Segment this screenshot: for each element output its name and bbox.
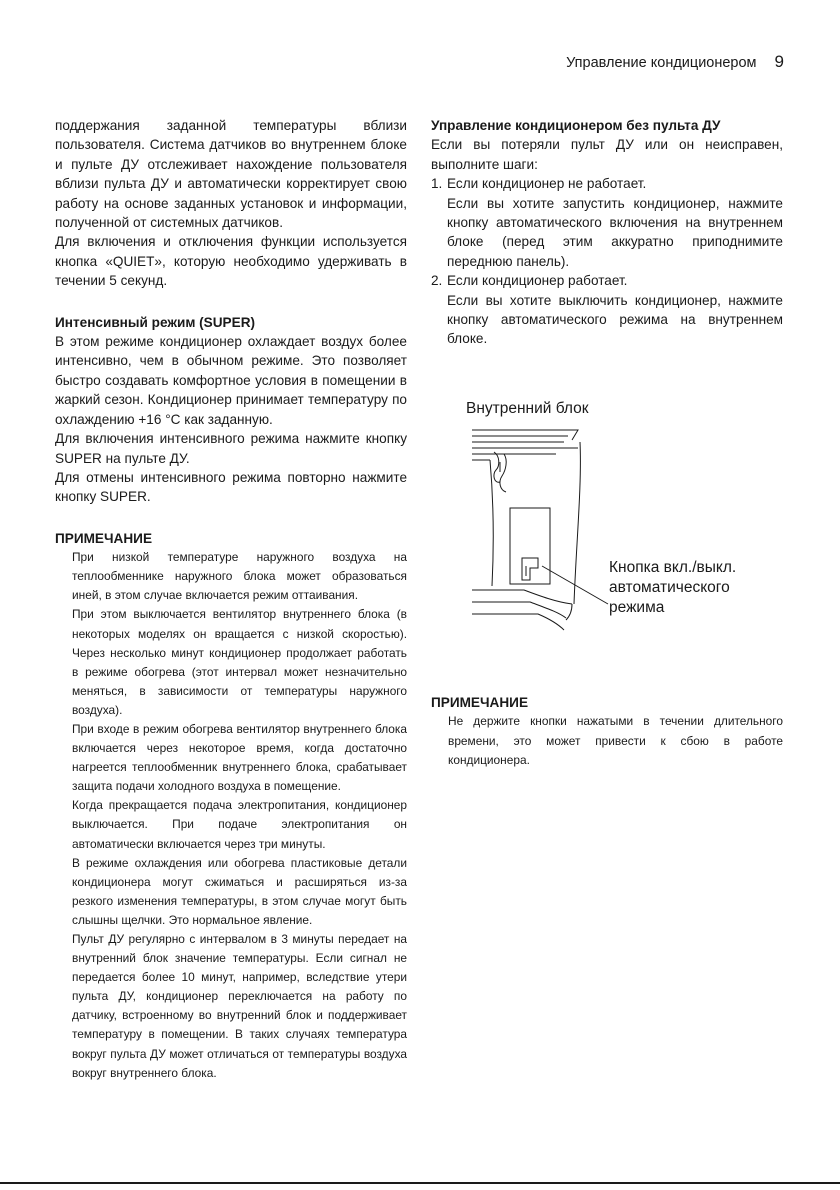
right-note (431, 693, 783, 770)
step-number: 2. (431, 273, 443, 289)
super-heading: Интенсивный режим (SUPER) (55, 314, 256, 330)
step-item (431, 271, 783, 349)
intro-paragraph: поддержания заданной температуры вблизи пользователя. Система датчиков во внутреннем блоке и пульте ДУ отслеживает нахождение пользователя вблизи пульта ДУ и автоматически корректирует свою работу на основе заданных установок и информации, полученной от системных датчиков. (55, 118, 407, 231)
page-header (566, 52, 784, 72)
footer-divider (0, 1182, 840, 1184)
step-title: Если кондиционер не работает. (447, 176, 647, 192)
note-heading: ПРИМЕЧАНИЕ (55, 530, 153, 546)
super-paragraph: В этом режиме кондиционер охлаждает воздух более интенсивно, чем в обычном режиме. Это позволяет быстро создавать комфортное условия в помещении в жаркий сезон. Кондиционер принимает температуру по охлаждению +16 °С как заданную. (55, 334, 407, 427)
indoor-unit-figure (460, 396, 780, 656)
step-item (431, 174, 783, 271)
steps-list (431, 174, 783, 349)
note-body (431, 712, 783, 769)
super-paragraph: Для отмены интенсивного режима повторно нажмите кнопку SUPER. (55, 469, 407, 505)
left-column (55, 116, 407, 1083)
figure-callout (609, 558, 736, 618)
super-paragraph: Для включения интенсивного режима нажмите кнопку SUPER на пульте ДУ. (55, 431, 407, 466)
page-number: 9 (774, 52, 784, 71)
callout-line: Кнопка вкл./выкл. (609, 559, 737, 576)
header-title: Управление кондиционером (566, 55, 757, 71)
no-remote-intro: Если вы потеряли пульт ДУ или он неисправен, выполните шаги: (431, 137, 783, 172)
right-column (431, 116, 783, 349)
callout-line: автоматического (609, 579, 730, 596)
note-paragraph: При низкой температуре наружного воздуха на теплообменнике наружного блока может образоваться иней, в этом случае включается режим оттаивания. (72, 550, 407, 603)
no-remote-heading: Управление кондиционером без пульта ДУ (431, 118, 721, 133)
note-paragraph: В режиме охлаждения или обогрева пластиковые детали кондиционера могут сжиматься и расширяться из-за резкого изменения температуры, в этом случае могут быть слышны щелчки. Это нормальное явление. (72, 855, 407, 927)
step-title: Если кондиционер работает. (447, 273, 628, 289)
note-paragraph: При входе в режим обогрева вентилятор внутреннего блока включается через некоторое время, когда достаточно нагреется теплообменник внутреннего блока, срабатывает защита подачи холодного воздуха в помещение. (72, 721, 407, 794)
callout-line: режима (609, 599, 665, 616)
note-heading: ПРИМЕЧАНИЕ (431, 695, 529, 710)
note-paragraph: Пульт ДУ регулярно с интервалом в 3 минуты передает на внутренний блок значение температуры. Если сигнал не передается более 10 минут, например, вследствие утери пульта ДУ, кондиционер переключается на работу по датчику, встроенному во внутренний блок и поддерживает температуру в помещении. В таких случаях температура вокруг пульта ДУ может отличаться от температуры воздуха вокруг внутреннего блока. (72, 932, 407, 1080)
step-text: Если вы хотите выключить кондиционер, нажмите кнопку автоматического режима на внутреннем блоке. (447, 292, 783, 347)
step-number: 1. (431, 176, 443, 192)
step-text: Если вы хотите запустить кондиционер, нажмите кнопку автоматического включения на внутреннем блоке (перед этим аккуратно приподнимите переднюю панель). (447, 195, 783, 269)
note-body (55, 548, 407, 1083)
note-paragraph: Когда прекращается подача электропитания, кондиционер выключается. При подаче электропитания он автоматически включается через три минуты. (72, 798, 407, 851)
figure-title: Внутренний блок (466, 400, 589, 417)
note-paragraph: При этом выключается вентилятор внутреннего блока (в некоторых моделях он вращается с низкой скоростью). Через несколько минут кондиционер продолжает работать в режиме обогрева (этот интервал может незначительно меняться, в зависимости от температуры наружного воздуха). (72, 607, 407, 717)
note-paragraph: Не держите кнопки нажатыми в течении длительного времени, это может привести к сбою в работе кондиционера. (448, 714, 783, 767)
intro-paragraph: Для включения и отключения функции используется кнопка «QUIET», которую необходимо удерживать в течении 5 секунд. (55, 234, 407, 289)
